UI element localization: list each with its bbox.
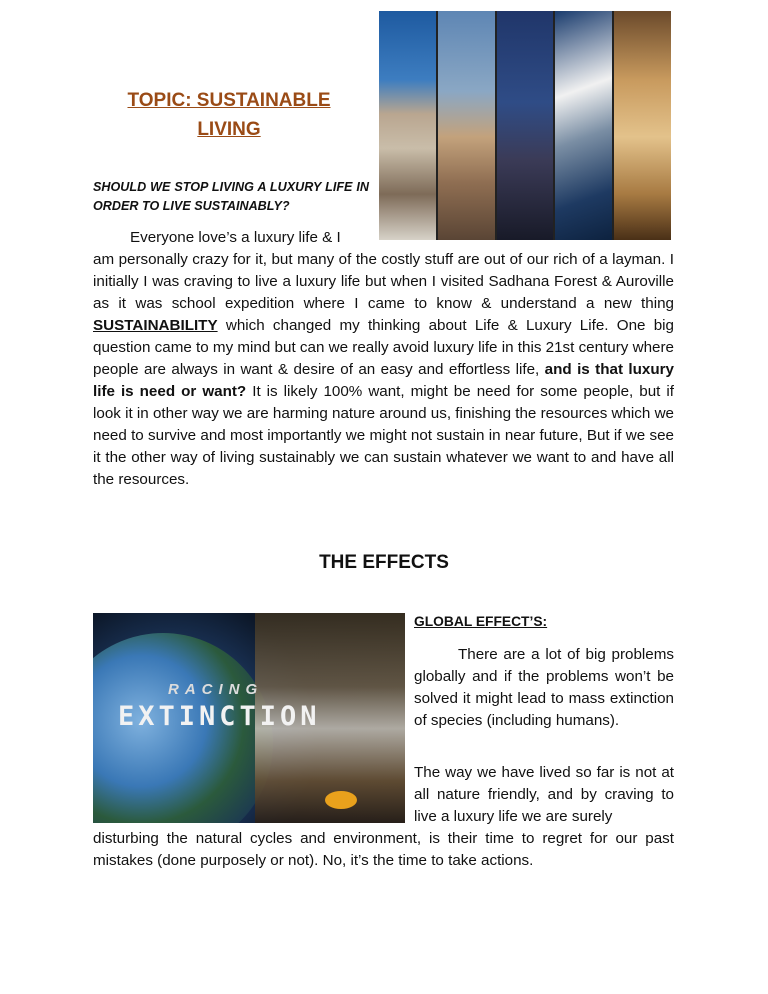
collage-panel-dome	[438, 11, 495, 240]
intro-body	[93, 249, 674, 491]
collage-panel-yacht	[555, 11, 612, 240]
need-or-want-question: and is that luxury life is need or want?	[93, 361, 674, 400]
global-effects-paragraph-2: The way we have lived so far is not at all nature friendly, and by craving to live a luxury life we are surely	[414, 764, 674, 825]
intro-part-b: which changed my thinking about Life & Luxury Life. One big question came to my mind but can we really avoid luxury life in this 21st century where people are always in want & desire of an easy and effortless life,	[93, 317, 674, 378]
intro-first-line: Everyone love’s a luxury life & I	[130, 229, 341, 246]
global-effects-continuation: disturbing the natural cycles and environment, is their time to regret for our past mistakes (done purposely or not). No, it’s the time to take actions.	[93, 830, 674, 869]
intro-paragraph	[93, 227, 674, 491]
collage-panel-jet	[497, 11, 554, 240]
intro-part-a: am personally crazy for it, but many of the costly stuff are out of our rich of a layman. I initially I was craving to live a luxury life but when I visited Sadhana Forest & Auroville as it was school expedition where I came to know & understand a new thing	[93, 251, 674, 312]
question-heading: SHOULD WE STOP LIVING A LUXURY LIFE IN ORDER TO LIVE SUSTAINABLY?	[93, 180, 369, 213]
global-effects-title: GLOBAL EFFECT’S:	[414, 614, 548, 629]
collage-panel-seaside	[379, 11, 436, 240]
intro-part-c: It is likely 100% want, might be need for some people, but if look it in other way we are harming nature around us, finishing the resources which we need to survive and most importantly we might not sustain in near future, But if we see it the other way of living sustainably we can sustain whatever we want to and have all the resources.	[93, 383, 674, 488]
racing-extinction-poster	[93, 613, 405, 823]
poster-title-line-1: RACING	[168, 681, 264, 698]
collage-panel-champagne	[614, 11, 671, 240]
frog-graphic	[325, 791, 357, 809]
luxury-collage-image	[379, 11, 671, 240]
global-effects-paragraph-1: There are a lot of big problems globally and if the problems won’t be solved it might lead to mass extinction of species (including humans).	[414, 646, 674, 729]
sustainability-keyword: SUSTAINABILITY	[93, 317, 218, 334]
topic-line-1: TOPIC: SUSTAINABLE	[127, 90, 331, 111]
poster-title-line-2: EXTINCTION	[118, 701, 321, 732]
page-topic	[95, 86, 363, 144]
topic-line-2: LIVING	[197, 119, 261, 140]
effects-heading: THE EFFECTS	[319, 552, 449, 573]
